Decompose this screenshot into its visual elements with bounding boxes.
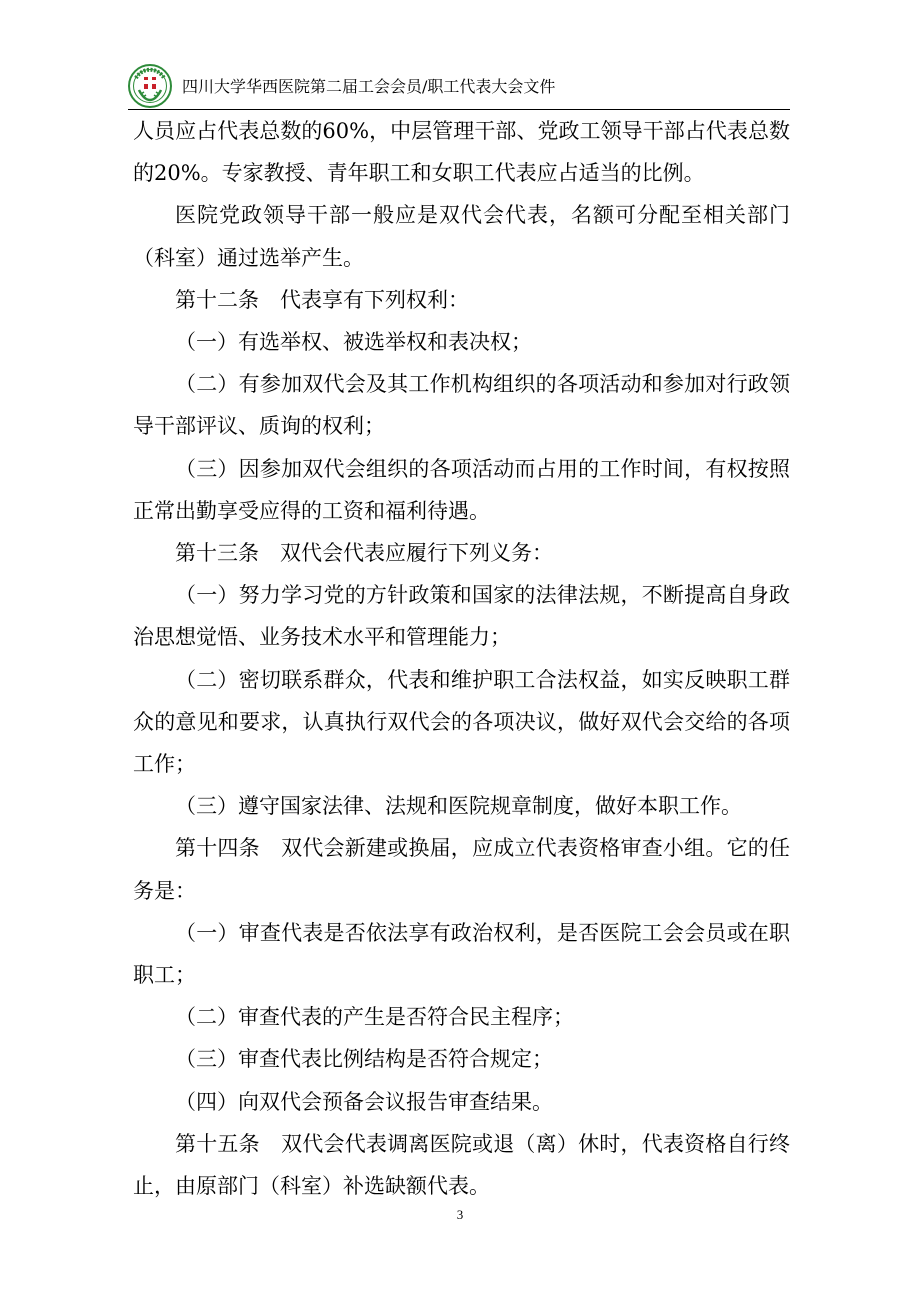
body-paragraph: （一）审查代表是否依法享有政治权利，是否医院工会会员或在职职工；	[133, 920, 790, 988]
body-paragraph: （一）努力学习党的方针政策和国家的法律法规，不断提高自身政治思想觉悟、业务技术水平和管理能力；	[133, 583, 790, 650]
body-paragraph: （三）审查代表比例结构是否符合规定；	[175, 1047, 553, 1072]
body-paragraph: 第十五条 双代会代表调离医院或退（离）休时，代表资格自行终止，由原部门（科室）补选缺额代表。	[133, 1131, 790, 1199]
page-number: 3	[456, 1207, 464, 1222]
body-paragraph: （二）审查代表的产生是否符合民主程序；	[175, 1005, 574, 1030]
body-paragraph: （三）遵守国家法律、法规和医院规章制度，做好本职工作。	[175, 794, 742, 819]
document-body	[133, 110, 790, 1207]
body-paragraph: 第十三条 双代会代表应履行下列义务：	[175, 541, 553, 566]
body-paragraph: 医院党政领导干部一般应是双代会代表，名额可分配至相关部门（科室）通过选举产生。	[133, 203, 790, 270]
body-paragraph: （二）有参加双代会及其工作机构组织的各项活动和参加对行政领导干部评议、质询的权利；	[133, 372, 790, 439]
body-paragraph: 第十四条 双代会新建或换届，应成立代表资格审查小组。它的任务是：	[133, 836, 790, 903]
hospital-emblem-icon	[128, 64, 172, 108]
body-paragraph: （二）密切联系群众，代表和维护职工合法权益，如实反映职工群众的意见和要求，认真执行双代会的各项决议，做好双代会交给的各项工作；	[133, 667, 790, 777]
body-paragraph: 人员应占代表总数的60%，中层管理干部、党政工领导干部占代表总数的20%。专家教授、青年职工和女职工代表应占适当的比例。	[133, 119, 790, 186]
body-paragraph: （三）因参加双代会组织的各项活动而占用的工作时间，有权按照正常出勤享受应得的工资和福利待遇。	[133, 456, 790, 523]
body-paragraph: （四）向双代会预备会议报告审查结果。	[175, 1089, 553, 1114]
body-paragraph: （一）有选举权、被选举权和表决权；	[175, 330, 532, 355]
body-paragraph: 第十二条 代表享有下列权利：	[175, 287, 469, 312]
document-header	[128, 60, 790, 112]
document-header-title: 四川大学华西医院第二届工会会员/职工代表大会文件	[182, 77, 556, 96]
